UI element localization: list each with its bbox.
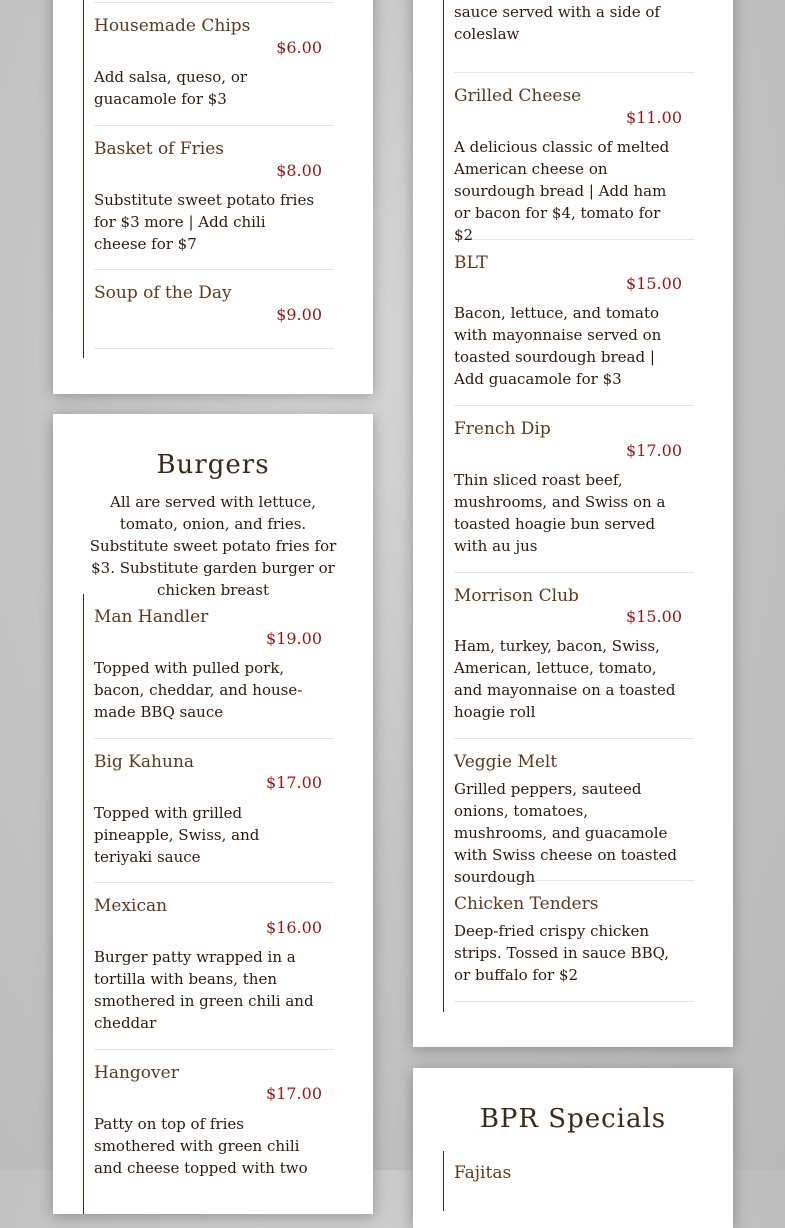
menu-item-name: Big Kahuna <box>94 752 195 772</box>
menu-item-name: Fajitas <box>454 1163 512 1183</box>
section-title: BPR Specials <box>479 1104 667 1134</box>
menu-item-french-dip[interactable] <box>454 405 694 573</box>
menu-item-description: A delicious classic of melted American cheese on sourdough bread | Add ham or bacon for $4, tomato for $2 <box>454 138 670 244</box>
menu-item-price: $15.00 <box>626 274 682 293</box>
menu-item-description: Add salsa, queso, or guacamole for $3 <box>94 68 248 108</box>
menu-item-description: Topped with pulled pork, bacon, cheddar, and house-made BBQ sauce <box>94 659 303 721</box>
menu-item-name: Morrison Club <box>454 586 579 606</box>
menu-item-description: Patty on top of fries smothered with green chili and cheese topped with two <box>94 1115 308 1177</box>
menu-item-description: Ham, turkey, bacon, Swiss, American, lettuce, tomato, and mayonnaise on a toasted hoagie roll <box>454 637 676 721</box>
sandwiches-card <box>413 0 733 1047</box>
menu-item-name: BLT <box>454 253 488 273</box>
menu-item-mexican[interactable] <box>94 882 334 1050</box>
menu-item-price: $11.00 <box>626 108 682 127</box>
menu-item-name: Hangover <box>94 1063 179 1083</box>
menu-item-hangover[interactable] <box>94 1049 334 1214</box>
menu-item-price: $16.00 <box>266 918 322 937</box>
menu-item-morrison-club[interactable] <box>454 572 694 739</box>
menu-item-name: Chicken Tenders <box>454 894 599 914</box>
menu-item-housemade-chips[interactable] <box>94 2 334 126</box>
menu-item-description: Grilled peppers, sauteed onions, tomatoes, mushrooms, and guacamole with Swiss cheese on toasted sourdough <box>454 780 677 886</box>
menu-item-description: Bacon, lettuce, and tomato with mayonnaise served on toasted sourdough bread | Add guacamole for $3 <box>454 304 662 388</box>
menu-item-price: $15.00 <box>626 607 682 626</box>
menu-item-big-kahuna[interactable] <box>94 738 334 883</box>
menu-item-price: $17.00 <box>626 441 682 460</box>
menu-item-name: Man Handler <box>94 607 209 627</box>
menu-item-price: $8.00 <box>276 161 322 180</box>
burgers-card <box>53 414 373 1214</box>
menu-item-blt[interactable] <box>454 239 694 406</box>
menu-item-name: French Dip <box>454 419 551 439</box>
menu-item-name: Basket of Fries <box>94 139 225 159</box>
menu-item-price: $9.00 <box>276 305 322 324</box>
menu-item-description: sauce served with a side of coleslaw <box>454 3 660 43</box>
menu-item-basket-of-fries[interactable] <box>94 125 334 270</box>
menu-item-description: Substitute sweet potato fries for $3 more | Add chili cheese for $7 <box>94 191 315 253</box>
menu-item-description: Thin sliced roast beef, mushrooms, and Swiss on a toasted hoagie bun served with au jus <box>454 471 666 555</box>
menu-item-description: Deep-fried crispy chicken strips. Tossed in sauce BBQ, or buffalo for $2 <box>454 922 669 984</box>
menu-item-name: Soup of the Day <box>94 283 232 303</box>
menu-item-man-handler[interactable] <box>94 594 334 739</box>
menu-item-description: Topped with grilled pineapple, Swiss, and teriyaki sauce <box>94 804 260 866</box>
section-title: Burgers <box>156 450 270 480</box>
menu-item-price: $17.00 <box>266 773 322 792</box>
menu-item-price: $19.00 <box>266 629 322 648</box>
menu-item-name: Housemade Chips <box>94 16 251 36</box>
specials-card <box>413 1068 733 1228</box>
menu-item-chicken-tenders[interactable] <box>454 880 694 1002</box>
menu-item-name: Grilled Cheese <box>454 86 582 106</box>
menu-item-name: Veggie Melt <box>454 752 558 772</box>
menu-item-grilled-cheese[interactable] <box>454 72 694 244</box>
menu-item-previous[interactable] <box>454 0 694 73</box>
sandwiches-item-list <box>443 0 734 1012</box>
menu-item-veggie-melt[interactable] <box>454 738 694 886</box>
menu-item-price: $6.00 <box>276 38 322 57</box>
menu-item-soup-of-the-day[interactable] <box>94 269 334 349</box>
menu-item-price: $17.00 <box>266 1084 322 1103</box>
specials-item-list <box>443 1151 734 1211</box>
menu-item-name: Mexican <box>94 896 168 916</box>
sides-card <box>53 0 373 394</box>
burgers-item-list <box>83 594 374 1214</box>
menu-item-description: Burger patty wrapped in a tortilla with beans, then smothered in green chili and cheddar <box>94 948 314 1032</box>
sides-item-list <box>83 0 374 358</box>
section-description: All are served with lettuce, tomato, onion, and fries. Substitute sweet potato fries for $3. Substitute garden burger or chicken breast <box>89 493 337 599</box>
